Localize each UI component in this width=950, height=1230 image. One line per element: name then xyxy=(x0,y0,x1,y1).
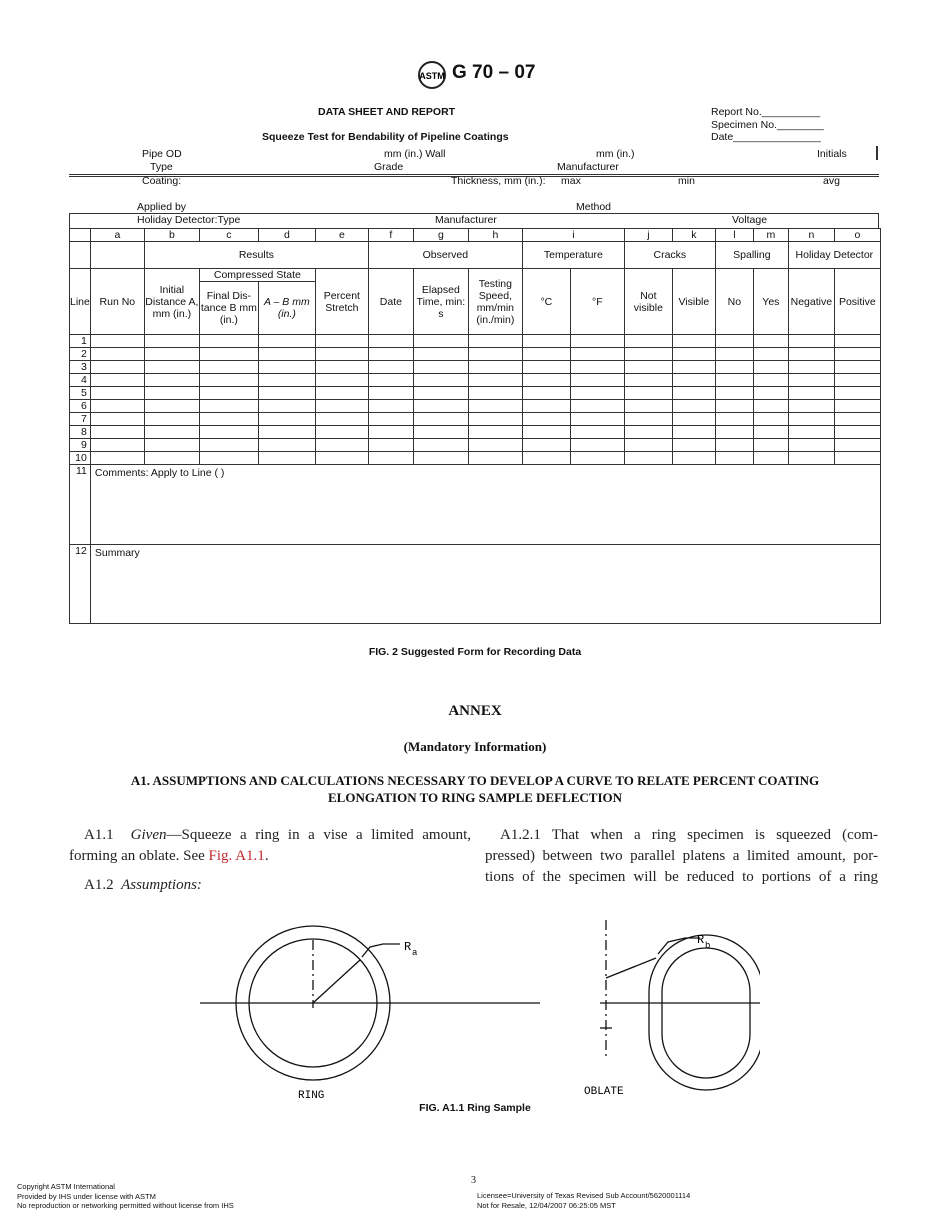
para-num: A1.2 xyxy=(84,877,114,893)
data-cell[interactable] xyxy=(315,439,368,452)
data-cell[interactable] xyxy=(522,387,570,400)
data-cell[interactable] xyxy=(199,348,258,361)
data-cell[interactable] xyxy=(315,426,368,439)
data-cell[interactable] xyxy=(672,452,715,465)
data-cell[interactable] xyxy=(715,426,753,439)
col-letter: m xyxy=(753,229,788,242)
data-cell[interactable] xyxy=(570,374,624,387)
annex-heading-2: ELONGATION TO RING SAMPLE DEFLECTION xyxy=(328,790,622,805)
paragraph-a1-2-1 xyxy=(485,825,878,888)
data-cell[interactable] xyxy=(834,348,880,361)
data-cell[interactable] xyxy=(90,387,144,400)
data-cell[interactable] xyxy=(834,361,880,374)
data-cell[interactable] xyxy=(315,400,368,413)
data-cell[interactable] xyxy=(258,439,315,452)
data-cell[interactable] xyxy=(834,400,880,413)
col-not-visible: Not visible xyxy=(624,269,672,335)
data-cell[interactable] xyxy=(624,374,672,387)
oblate-inner xyxy=(662,948,750,1078)
col-letter: h xyxy=(468,229,522,242)
data-cell[interactable] xyxy=(522,361,570,374)
data-cell[interactable] xyxy=(672,361,715,374)
paragraph-a1-1 xyxy=(69,825,471,896)
data-cell[interactable] xyxy=(144,439,199,452)
data-cell[interactable] xyxy=(413,413,468,426)
para-line: pressed) between two parallel platens a limited amount, por- xyxy=(485,848,878,864)
group-observed: Observed xyxy=(368,242,522,269)
col-yes: Yes xyxy=(753,269,788,335)
col-initial-distance: Initial Distance A, mm (in.) xyxy=(144,269,199,335)
row-number: 5 xyxy=(70,387,91,400)
col-letter: a xyxy=(90,229,144,242)
data-cell[interactable] xyxy=(258,400,315,413)
ra-label: R xyxy=(404,940,412,954)
data-cell[interactable] xyxy=(753,387,788,400)
ring-sample-figure xyxy=(190,920,760,1110)
footer-line: Not for Resale, 12/04/2007 06:25:05 MST xyxy=(477,1200,616,1210)
data-cell[interactable] xyxy=(834,387,880,400)
data-table xyxy=(69,228,881,624)
data-cell[interactable] xyxy=(90,348,144,361)
data-cell[interactable] xyxy=(672,348,715,361)
data-cell[interactable] xyxy=(788,439,834,452)
data-cell[interactable] xyxy=(468,387,522,400)
data-cell[interactable] xyxy=(522,439,570,452)
table-row xyxy=(70,387,881,400)
data-cell[interactable] xyxy=(834,335,880,348)
data-cell[interactable] xyxy=(468,374,522,387)
data-cell[interactable] xyxy=(258,335,315,348)
col-no: No xyxy=(715,269,753,335)
footer-left xyxy=(17,1182,234,1211)
data-cell[interactable] xyxy=(788,335,834,348)
data-cell[interactable] xyxy=(715,361,753,374)
footer-line: Provided by IHS under license with ASTM xyxy=(17,1191,156,1201)
group-cracks: Cracks xyxy=(624,242,715,269)
data-cell[interactable] xyxy=(672,426,715,439)
fig2-caption: FIG. 2 Suggested Form for Recording Data xyxy=(368,646,582,658)
form-subtitle: Squeeze Test for Bendability of Pipeline Coatings xyxy=(262,131,509,143)
data-cell[interactable] xyxy=(144,348,199,361)
row-number: 7 xyxy=(70,413,91,426)
group-holiday: Holiday Detector xyxy=(788,242,880,269)
data-cell[interactable] xyxy=(468,335,522,348)
data-cell[interactable] xyxy=(90,374,144,387)
col-letter: c xyxy=(199,229,258,242)
data-cell[interactable] xyxy=(315,452,368,465)
data-cell[interactable] xyxy=(522,452,570,465)
data-cell[interactable] xyxy=(315,361,368,374)
designation: G 70 – 07 xyxy=(452,62,536,83)
data-cell[interactable] xyxy=(788,413,834,426)
blank-cell xyxy=(70,242,91,269)
data-cell[interactable] xyxy=(570,413,624,426)
fig-a1-1-link[interactable]: Fig. A1.1 xyxy=(208,848,265,864)
avg-label: avg xyxy=(823,175,840,187)
form-title: DATA SHEET AND REPORT xyxy=(318,106,456,118)
table-row xyxy=(70,439,881,452)
row-number: 12 xyxy=(70,545,91,624)
table-row xyxy=(70,400,881,413)
data-cell[interactable] xyxy=(715,400,753,413)
data-cell[interactable] xyxy=(199,413,258,426)
data-cell[interactable] xyxy=(834,374,880,387)
data-cell[interactable] xyxy=(753,426,788,439)
fig-a1-1-caption: FIG. A1.1 Ring Sample xyxy=(419,1102,531,1114)
method-label: Method xyxy=(576,201,612,213)
row-number: 6 xyxy=(70,400,91,413)
data-cell[interactable] xyxy=(624,387,672,400)
pipe-od-label: Pipe OD xyxy=(142,148,182,160)
annex-heading: A1. ASSUMPTIONS AND CALCULATIONS NECESSARY TO DEVELOP A CURVE TO RELATE PERCENT COATING xyxy=(130,773,820,788)
data-cell[interactable] xyxy=(199,400,258,413)
para-text: —Squeeze a ring in a vise a limited amount, xyxy=(166,827,471,843)
applied-by-label: Applied by xyxy=(137,201,187,213)
data-cell[interactable] xyxy=(753,413,788,426)
col-final-distance: Final Dis- tance B mm (in.) xyxy=(199,282,258,335)
data-cell[interactable] xyxy=(753,374,788,387)
data-cell[interactable] xyxy=(144,413,199,426)
row-number: 3 xyxy=(70,361,91,374)
footer-line: No reproduction or networking permitted without license from IHS xyxy=(17,1201,234,1210)
data-cell[interactable] xyxy=(624,426,672,439)
data-cell[interactable] xyxy=(368,361,413,374)
data-cell[interactable] xyxy=(413,387,468,400)
data-cell[interactable] xyxy=(522,426,570,439)
data-cell[interactable] xyxy=(258,348,315,361)
grade-label: Grade xyxy=(374,161,404,173)
data-cell[interactable] xyxy=(788,374,834,387)
col-letter: n xyxy=(788,229,834,242)
data-cell[interactable] xyxy=(834,426,880,439)
data-cell[interactable] xyxy=(788,400,834,413)
col-letter: i xyxy=(522,229,624,242)
data-cell[interactable] xyxy=(199,387,258,400)
col-percent-stretch: Percent Stretch xyxy=(315,269,368,335)
data-cell[interactable] xyxy=(570,335,624,348)
data-cell[interactable] xyxy=(413,335,468,348)
thickness-label: Thickness, mm (in.): xyxy=(451,175,546,187)
data-cell[interactable] xyxy=(753,361,788,374)
data-cell[interactable] xyxy=(199,439,258,452)
data-cell[interactable] xyxy=(90,452,144,465)
data-cell[interactable] xyxy=(570,452,624,465)
para-text: . xyxy=(264,848,269,864)
data-cell[interactable] xyxy=(753,400,788,413)
blank-cell xyxy=(90,242,144,269)
data-cell[interactable] xyxy=(788,426,834,439)
data-cell[interactable] xyxy=(258,452,315,465)
para-line: tions of the specimen will be reduced to portions of a ring xyxy=(485,869,878,885)
footer-right xyxy=(477,1191,690,1210)
col-elapsed: Elapsed Time, min: s xyxy=(413,269,468,335)
data-cell[interactable] xyxy=(788,348,834,361)
data-cell[interactable] xyxy=(258,413,315,426)
data-cell[interactable] xyxy=(570,348,624,361)
data-cell[interactable] xyxy=(199,426,258,439)
data-cell[interactable] xyxy=(834,439,880,452)
report-no[interactable]: Report No.__________ xyxy=(711,106,821,118)
holiday-manufacturer-label: Manufacturer xyxy=(435,214,497,226)
data-cell[interactable] xyxy=(672,335,715,348)
data-cell[interactable] xyxy=(753,439,788,452)
row-number: 10 xyxy=(70,452,91,465)
row-number: 4 xyxy=(70,374,91,387)
data-cell[interactable] xyxy=(368,439,413,452)
voltage-label: Voltage xyxy=(732,214,768,226)
data-cell[interactable] xyxy=(368,348,413,361)
col-visible: Visible xyxy=(672,269,715,335)
data-cell[interactable] xyxy=(624,413,672,426)
col-letter: b xyxy=(144,229,199,242)
type-label: Type xyxy=(150,161,173,173)
col-letter: e xyxy=(315,229,368,242)
para-text: forming an oblate. See xyxy=(69,848,209,864)
data-cell[interactable] xyxy=(672,439,715,452)
col-run-no: Run No xyxy=(90,269,144,335)
data-cell[interactable] xyxy=(90,426,144,439)
table-row xyxy=(70,413,881,426)
data-cell[interactable] xyxy=(144,374,199,387)
oblate-leader xyxy=(658,938,700,954)
comments-field[interactable]: Comments: Apply to Line ( ) xyxy=(90,465,880,545)
data-cell[interactable] xyxy=(753,335,788,348)
data-cell[interactable] xyxy=(715,413,753,426)
data-cell[interactable] xyxy=(468,426,522,439)
table-row xyxy=(70,452,881,465)
data-cell[interactable] xyxy=(522,348,570,361)
col-a-minus-b: A – B mm (in.) xyxy=(258,282,315,335)
data-cell[interactable] xyxy=(834,452,880,465)
data-cell[interactable] xyxy=(624,335,672,348)
group-row xyxy=(70,242,881,269)
col-deg-f: °F xyxy=(570,269,624,335)
data-cell[interactable] xyxy=(315,335,368,348)
data-cell[interactable] xyxy=(368,426,413,439)
para-line: A1.2.1 That when a ring specimen is squeezed (com- xyxy=(500,827,878,843)
data-cell[interactable] xyxy=(144,452,199,465)
data-cell[interactable] xyxy=(258,387,315,400)
ring-leader xyxy=(362,944,400,957)
row-number: 2 xyxy=(70,348,91,361)
compressed-state: Compressed State xyxy=(199,269,315,282)
col-speed: Testing Speed, mm/min (in./min) xyxy=(468,269,522,335)
data-cell[interactable] xyxy=(522,413,570,426)
data-cell[interactable] xyxy=(90,439,144,452)
data-cell[interactable] xyxy=(144,400,199,413)
data-cell[interactable] xyxy=(199,374,258,387)
data-cell[interactable] xyxy=(624,452,672,465)
data-cell[interactable] xyxy=(834,413,880,426)
data-cell[interactable] xyxy=(199,335,258,348)
col-letter: o xyxy=(834,229,880,242)
data-cell[interactable] xyxy=(413,452,468,465)
oblate-label: OBLATE xyxy=(584,1086,624,1098)
data-cell[interactable] xyxy=(522,374,570,387)
data-cell[interactable] xyxy=(413,348,468,361)
data-cell[interactable] xyxy=(468,452,522,465)
rb-sub: b xyxy=(705,941,711,951)
data-cell[interactable] xyxy=(413,426,468,439)
data-cell[interactable] xyxy=(715,335,753,348)
data-cell[interactable] xyxy=(315,387,368,400)
data-cell[interactable] xyxy=(90,361,144,374)
data-cell[interactable] xyxy=(368,400,413,413)
data-cell[interactable] xyxy=(624,400,672,413)
data-cell[interactable] xyxy=(368,413,413,426)
oblate-outer xyxy=(649,935,760,1090)
col-letter: d xyxy=(258,229,315,242)
ring-label: RING xyxy=(298,1090,325,1102)
data-cell[interactable] xyxy=(90,413,144,426)
summary-field[interactable]: Summary xyxy=(90,545,880,624)
data-cell[interactable] xyxy=(468,413,522,426)
letter-row xyxy=(70,229,881,242)
data-cell[interactable] xyxy=(715,348,753,361)
data-cell[interactable] xyxy=(468,348,522,361)
date-field[interactable]: Date_______________ xyxy=(711,131,821,143)
group-temperature: Temperature xyxy=(522,242,624,269)
data-cell[interactable] xyxy=(788,452,834,465)
data-cell[interactable] xyxy=(672,413,715,426)
blank-cell xyxy=(70,229,91,242)
wall-label: mm (in.) Wall xyxy=(384,148,446,160)
data-cell[interactable] xyxy=(368,387,413,400)
col-letter: k xyxy=(672,229,715,242)
col-letter: f xyxy=(368,229,413,242)
data-cell[interactable] xyxy=(715,387,753,400)
col-negative: Negative xyxy=(788,269,834,335)
page-number: 3 xyxy=(471,1175,476,1186)
data-cell[interactable] xyxy=(258,426,315,439)
col-letter: j xyxy=(624,229,672,242)
group-spalling: Spalling xyxy=(715,242,788,269)
footer-line: Copyright ASTM International xyxy=(17,1182,115,1191)
row-number: 9 xyxy=(70,439,91,452)
data-cell[interactable] xyxy=(788,361,834,374)
table-row xyxy=(70,426,881,439)
data-cell[interactable] xyxy=(715,374,753,387)
data-cell[interactable] xyxy=(753,348,788,361)
data-cell[interactable] xyxy=(570,361,624,374)
coating-label: Coating: xyxy=(142,175,182,187)
annex-title: ANNEX xyxy=(448,703,502,719)
data-cell[interactable] xyxy=(90,400,144,413)
data-cell[interactable] xyxy=(413,439,468,452)
data-cell[interactable] xyxy=(413,361,468,374)
data-cell[interactable] xyxy=(144,426,199,439)
data-cell[interactable] xyxy=(672,374,715,387)
para-italic: Assumptions: xyxy=(121,877,202,893)
data-cell[interactable] xyxy=(368,452,413,465)
data-cell[interactable] xyxy=(468,439,522,452)
row-number: 8 xyxy=(70,426,91,439)
data-cell[interactable] xyxy=(90,335,144,348)
data-cell[interactable] xyxy=(368,374,413,387)
col-line: Line xyxy=(70,269,91,335)
svg-text:ASTM: ASTM xyxy=(419,71,445,81)
group-results: Results xyxy=(144,242,368,269)
data-cell[interactable] xyxy=(624,361,672,374)
data-cell[interactable] xyxy=(144,335,199,348)
subheader-row xyxy=(70,269,881,282)
data-cell[interactable] xyxy=(672,387,715,400)
data-cell[interactable] xyxy=(199,361,258,374)
col-letter: l xyxy=(715,229,753,242)
comments-row xyxy=(70,465,881,545)
col-date: Date xyxy=(368,269,413,335)
data-cell[interactable] xyxy=(413,374,468,387)
data-cell[interactable] xyxy=(672,400,715,413)
data-cell[interactable] xyxy=(144,387,199,400)
col-letter: g xyxy=(413,229,468,242)
data-cell[interactable] xyxy=(258,374,315,387)
rb-label: R xyxy=(697,933,705,947)
data-cell[interactable] xyxy=(624,348,672,361)
min-label: min xyxy=(678,175,695,187)
data-cell[interactable] xyxy=(570,387,624,400)
footer-line: Licensee=University of Texas Revised Sub Account/5620001114 xyxy=(477,1191,691,1200)
col-deg-c: °C xyxy=(522,269,570,335)
data-cell[interactable] xyxy=(315,374,368,387)
row-number: 11 xyxy=(70,465,91,545)
ra-sub: a xyxy=(412,948,418,958)
specimen-no[interactable]: Specimen No.________ xyxy=(711,119,824,131)
data-cell[interactable] xyxy=(315,413,368,426)
data-cell[interactable] xyxy=(199,452,258,465)
data-cell[interactable] xyxy=(315,348,368,361)
data-cell[interactable] xyxy=(258,361,315,374)
data-cell[interactable] xyxy=(144,361,199,374)
para-italic: Given xyxy=(130,827,167,843)
mm-in-label: mm (in.) xyxy=(596,148,635,160)
data-cell[interactable] xyxy=(413,400,468,413)
table-row xyxy=(70,335,881,348)
para-num: A1.1 xyxy=(84,827,114,843)
data-cell[interactable] xyxy=(468,400,522,413)
max-label: max xyxy=(561,175,581,187)
table-row xyxy=(70,374,881,387)
data-cell[interactable] xyxy=(715,439,753,452)
data-cell[interactable] xyxy=(570,426,624,439)
data-cell[interactable] xyxy=(522,335,570,348)
initials-label: Initials xyxy=(817,148,847,160)
summary-row xyxy=(70,545,881,624)
table-row xyxy=(70,361,881,374)
oblate-radius-arrow xyxy=(606,958,656,978)
ring-radius-arrow xyxy=(313,960,360,1003)
data-cell[interactable] xyxy=(522,400,570,413)
manufacturer-label: Manufacturer xyxy=(557,161,619,173)
table-row xyxy=(70,348,881,361)
data-cell[interactable] xyxy=(368,335,413,348)
data-cell[interactable] xyxy=(468,361,522,374)
data-cell[interactable] xyxy=(788,387,834,400)
divider xyxy=(876,146,878,160)
holiday-type-label: Holiday Detector:Type xyxy=(137,214,241,226)
data-cell[interactable] xyxy=(570,400,624,413)
data-cell[interactable] xyxy=(624,439,672,452)
data-cell[interactable] xyxy=(753,452,788,465)
row-number: 1 xyxy=(70,335,91,348)
data-cell[interactable] xyxy=(570,439,624,452)
col-positive: Positive xyxy=(834,269,880,335)
annex-subtitle: (Mandatory Information) xyxy=(403,739,547,754)
data-cell[interactable] xyxy=(715,452,753,465)
astm-logo xyxy=(416,60,448,95)
